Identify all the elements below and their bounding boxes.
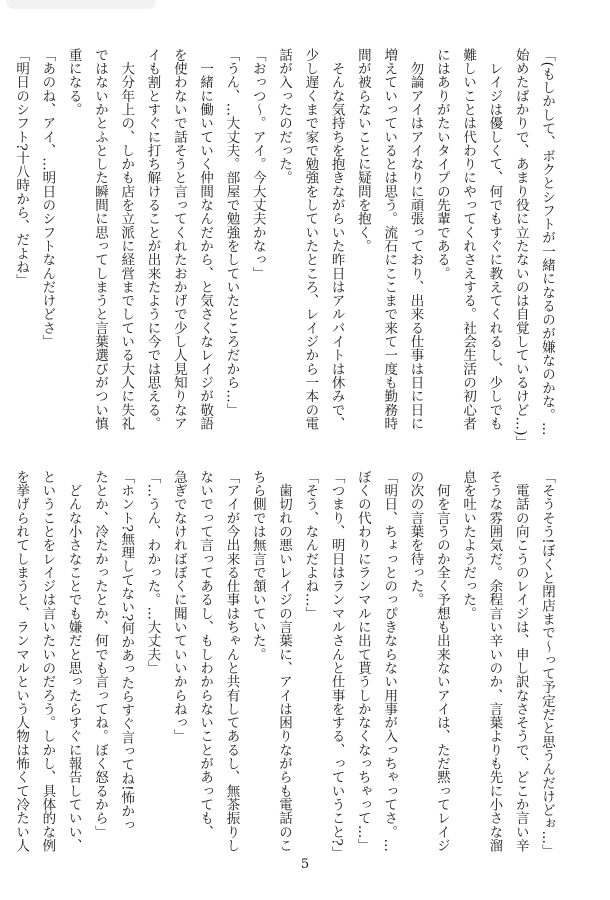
text-line: にはありがたいタイプの先輩である。: [433, 48, 450, 281]
text-line: 電話の向こうのレイジは、申し訳なさそうで、どこか言い辛: [512, 470, 529, 853]
text-line: 難しいことは代わりにやってくれさえする。社会生活の初心者: [460, 48, 477, 431]
text-line: 少し遅くまで家で勉強をしていたところ、レイジから一本の電: [302, 48, 319, 431]
text-line: どんな小さなことでも嫌だと思ったらすぐに報告していい、: [65, 470, 82, 853]
text-line: 「(もしかして、ボクとシフトが一緒になるのが嫌なのかな。…: [539, 48, 555, 436]
text-line: 「…うん、わかった。…大丈夫」: [144, 470, 161, 675]
text-line: 大分年上の、しかも店を立派に経営までしている大人に失礼: [118, 48, 135, 431]
text-line: 「そう、なんだよね…」: [302, 470, 319, 621]
text-block-bottom: [13, 470, 560, 860]
text-line: 息を吐いたようだった。: [460, 470, 477, 621]
text-line: の次の言葉を待った。: [407, 470, 424, 607]
text-line: を挙げられてしまうと、ランマルという人物は怖くて冷たい人: [13, 470, 30, 853]
text-line: イも割とすぐに打ち解けることが出来たように今では思える。: [144, 48, 161, 431]
top-edge-tab: [6, 0, 156, 9]
text-line: 急ぎでなければぼくに聞いていいからねっ」: [170, 470, 187, 743]
text-line: ちら側では無言で頷いていた。: [249, 470, 266, 662]
text-line: ではないかとふとした瞬間に思ってしまうと言葉選びがつい慎: [91, 48, 108, 431]
text-line: 間が被らないことに疑問を抱く。: [354, 48, 371, 253]
text-line: 「アイが今出来る仕事はちゃんと共有してあるし、無茶振りし: [223, 470, 240, 853]
text-line: 「ホント?無理してない?何かあったらすぐ言ってね!怖かっ: [118, 470, 135, 832]
text-line: ないでって言ってあるし、もしわからないことがあっても、: [197, 470, 214, 839]
text-line: 歯切れの悪いレイジの言葉に、アイは困りながらも電話のこ: [276, 470, 293, 853]
text-line: を使わないで話そうと言ってくれたおかげで少し人見知りなア: [170, 48, 187, 431]
text-line: 何を言うのか全く予想も出来ないアイは、ただ黙ってレイジ: [433, 470, 450, 853]
text-line: 「つまり、明日はランマルさんと仕事をする、っていうこと?」: [328, 470, 345, 860]
text-block-top: [13, 48, 560, 450]
text-line: 「そうそう!ぼくと閉店まで～って予定だと思うんだけどぉ…」: [539, 470, 555, 858]
text-line: 「おっつ～。アイ。今大丈夫かなっ」: [249, 48, 266, 281]
text-line: 「うん、…大丈夫。部屋で勉強をしていたところだから…」: [223, 48, 240, 417]
text-line: 勿論アイはアイなりに頑張っており、出来る仕事は日に日に: [407, 48, 424, 431]
text-line: 「明日のシフト?十八時から、だよね」: [13, 48, 30, 288]
text-line: 重になる。: [65, 48, 82, 117]
text-line: 一緒に働いていく仲間なんだから、と気さくなレイジが敬語: [197, 48, 214, 431]
text-line: 話が入ったのだった。: [276, 48, 293, 185]
text-line: 始めたばかりで、あまり役に立たないのは自覚しているけど…)」: [512, 48, 529, 450]
text-line: ということをレイジは言いたいのだろう。しかし、具体的な例: [39, 470, 56, 853]
text-line: そんな気持ちを抱きながらいた昨日はアルバイトは休みで、: [328, 48, 345, 431]
text-line: ぼくの代わりにランマルに出て貰うしかなくなっちゃって…」: [354, 470, 371, 853]
text-line: レイジは優しくて、何でもすぐに教えてくれるし、少しでも: [486, 48, 503, 431]
text-line: 「明日、ちょっとのっぴきならない用事が入っちゃってさ。…: [381, 470, 398, 853]
page-number: 5: [300, 857, 310, 872]
text-line: そうな雰囲気だ。余程言い辛いのか、言葉よりも先に小さな溜: [486, 470, 503, 853]
text-line: たとか、冷たかったとか、何でも言ってね。ぼく怒るから」: [91, 470, 108, 839]
text-line: 「あのね、アイ、…明日のシフトなんだけどさ」: [39, 48, 56, 349]
text-line: 増えていっているとは思う。流石にここまで来て一度も勤務時: [381, 48, 398, 431]
